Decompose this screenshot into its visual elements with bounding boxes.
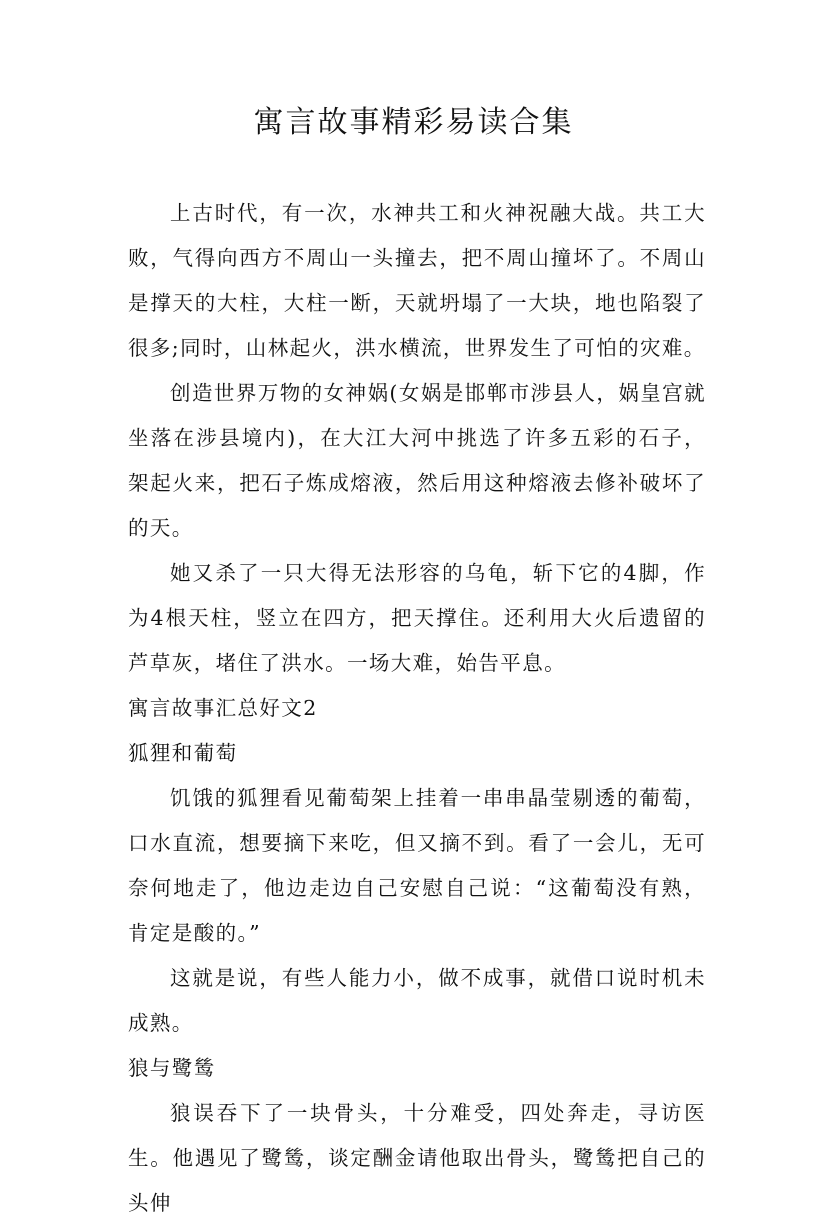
story-title: 狼与鹭鸶 bbox=[128, 1056, 216, 1080]
section-heading: 寓言故事汇总好文2 bbox=[128, 696, 318, 720]
paragraph: 饥饿的狐狸看见葡萄架上挂着一串串晶莹剔透的葡萄，口水直流，想要摘下来吃，但又摘不到。看了一会儿，无可奈何地走了，他边走边自己安慰自己说：“这葡萄没有熟，肯定是酸的。” bbox=[128, 786, 706, 945]
paragraph: 上古时代，有一次，水神共工和火神祝融大战。共工大败，气得向西方不周山一头撞去，把不周山撞坏了。不周山是撑天的大柱，大柱一断，天就坍塌了一大块，地也陷裂了很多;同时，山林起火，洪水横流，世界发生了可怕的灾难。 bbox=[128, 201, 706, 360]
document-body bbox=[128, 191, 706, 1226]
paragraph: 这就是说，有些人能力小，做不成事，就借口说时机未成熟。 bbox=[128, 966, 706, 1035]
paragraph: 狼误吞下了一块骨头，十分难受，四处奔走，寻访医生。他遇见了鹭鸶，谈定酬金请他取出骨头，鹭鸶把自己的头伸 bbox=[128, 1101, 706, 1215]
paragraph: 她又杀了一只大得无法形容的乌龟，斩下它的4脚，作为4根天柱，竖立在四方，把天撑住。还利用大火后遗留的芦草灰，堵住了洪水。一场大难，始告平息。 bbox=[128, 561, 706, 675]
story-title: 狐狸和葡萄 bbox=[128, 741, 238, 765]
paragraph: 创造世界万物的女神娲(女娲是邯郸市涉县人，娲皇宫就坐落在涉县境内)，在大江大河中挑选了许多五彩的石子，架起火来，把石子炼成熔液，然后用这种熔液去修补破坏了的天。 bbox=[128, 381, 706, 540]
document-title: 寓言故事精彩易读合集 bbox=[253, 105, 574, 140]
